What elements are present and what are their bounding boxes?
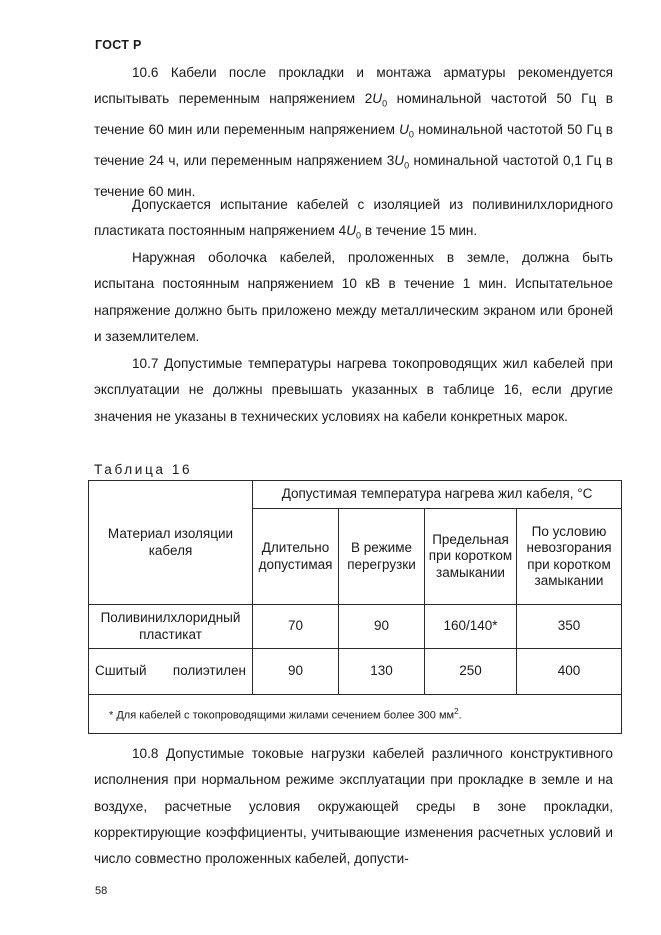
table-cell: 130 xyxy=(339,649,425,695)
footnote-superscript: 2 xyxy=(454,706,459,716)
table-cell: 90 xyxy=(253,649,339,695)
subheader-overload: В режиме перегрузки xyxy=(339,509,425,605)
header-material: Материал изоляции кабеля xyxy=(89,481,253,605)
subheader-continuous: Длительно допустимая xyxy=(253,509,339,605)
table-cell: 90 xyxy=(339,605,425,649)
table-cell: 70 xyxy=(253,605,339,649)
document-header: ГОСТ Р xyxy=(95,38,142,52)
table-cell: 400 xyxy=(517,649,622,695)
paragraph-10-7: 10.7 Допустимые температуры нагрева токопроводящих жил кабелей при эксплуатации не должны превышать указанных в таблице 16, если другие значения не указаны в технических условиях на кабели конкретных марок. xyxy=(94,356,613,424)
table-row xyxy=(89,649,622,695)
table-footnote xyxy=(89,695,622,734)
table-row xyxy=(89,605,622,649)
row-material: Поливинилхлоридный пластикат xyxy=(89,605,253,649)
table-cell: 160/140* xyxy=(425,605,517,649)
subheader-non-ignition: По условию невозгорания при коротком замыкании xyxy=(517,509,622,605)
footnote-end: . xyxy=(458,709,462,722)
paragraph-10-6: 10.6 Кабели после прокладки и монтажа арматуры рекомендуется испытывать переменным напряжением $2U_0$ номинальной частотой 50 Гц в течение 60 мин или переменным напряжением $U_0$ номинальной частотой 50 Гц в течение 24 ч, или переменным напряжением $3U_0$ номинальной частотой 0,1 Гц в течение 60 мин. xyxy=(94,65,614,200)
table-16 xyxy=(88,480,622,734)
paragraph-10-6-pvc: Допускается испытание кабелей с изоляцией из поливинилхлоридного пластиката постоянным напряжением $4U_0$ в течение 15 мин. xyxy=(94,197,613,242)
paragraph-10-6-sheath: Наружная оболочка кабелей, проложенных в земле, должна быть испытана постоянным напряжением 10 кВ в течение 1 мин. Испытательное напряжение должно быть приложено между металлическим экраном или броней и заземлителем. xyxy=(94,250,613,344)
table-cell: 350 xyxy=(517,605,622,649)
header-temperature-group: Допустимая температура нагрева жил кабеля, °С xyxy=(253,481,622,509)
page-number: 58 xyxy=(95,885,108,897)
row-material: Сшитый полиэтилен xyxy=(89,649,253,695)
table-caption: Таблица 16 xyxy=(94,462,193,477)
footnote-text: * Для кабелей с токопроводящими жилами сечением более 300 мм xyxy=(109,709,455,722)
table-cell: 250 xyxy=(425,649,517,695)
paragraph-10-8: 10.8 Допустимые токовые нагрузки кабелей различного конструктивного исполнения при нормальном режиме эксплуатации при прокладке в земле и на воздухе, расчетные условия окружающей среды в зоне прокладки, корректирующие коэффициенты, учитывающие изменения расчетных условий и число совместно проложенных кабелей, допусти- xyxy=(94,746,613,867)
subheader-short-circuit: Предельная при коротком замыкании xyxy=(425,509,517,605)
